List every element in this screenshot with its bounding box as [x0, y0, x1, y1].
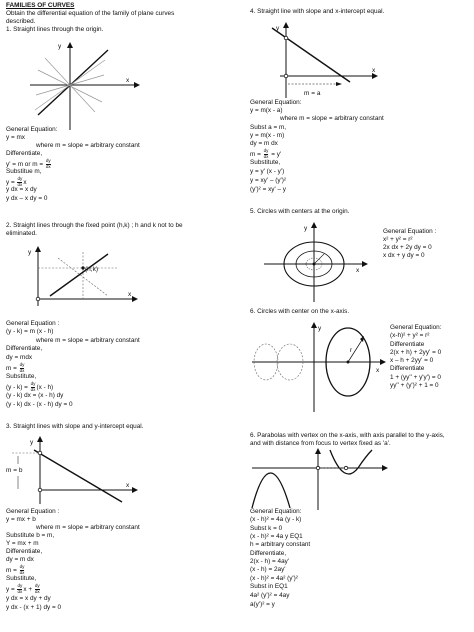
s3-eq-substituted: y = $\frac{dy}{dx}$ x + $\frac{dy}{dx}$	[6, 583, 40, 594]
s6-line: 1 + (yy'' + y'y') = 0	[390, 374, 441, 381]
s7-line: Subst k = 0	[250, 525, 283, 532]
s4-line: y = y' (x - y')	[250, 168, 285, 175]
fraction: $\frac{dy}{dx}$	[19, 362, 25, 373]
s2-eq-substituted: (y - k) = $\frac{dy}{dx}$ (x - h)	[6, 381, 54, 392]
s3-eq-slope: m = $\frac{dy}{dx}$	[6, 564, 25, 575]
s7-line: (x - h)² = 4a (y - k)	[250, 516, 302, 523]
s7-line: Subst in EQ1	[250, 583, 288, 590]
s1-graph	[30, 40, 140, 130]
fraction: $\frac{dy}{dx}$	[17, 583, 23, 594]
s6-graph	[252, 322, 386, 412]
s6-line: Differentiate	[390, 341, 425, 348]
s3-graph	[4, 434, 140, 506]
s3-line: Substitute,	[6, 575, 37, 582]
s6-x-label: x	[376, 367, 380, 374]
s2-line: Substitute,	[6, 373, 37, 380]
s2-line: dy = mdx	[6, 354, 33, 361]
s2-y-label: y	[28, 249, 32, 256]
s2-line: (y - k) = m (x - h)	[6, 328, 54, 335]
s7-line: Differentiate,	[250, 550, 287, 557]
s4-eq-slope: m = $\frac{dy}{dx}$ = y'	[250, 148, 282, 159]
s5-graph	[258, 220, 368, 302]
s7-heading-1: 6. Parabolas with vertex on the x-axis, with axis parallel to the y-axis,	[250, 432, 445, 439]
intro-line-2: described.	[6, 18, 36, 25]
s2-eq-slope: m = $\frac{dy}{dx}$	[6, 362, 25, 373]
s2-line: Differentiate,	[6, 345, 43, 352]
s4-graph	[262, 20, 382, 98]
s1-line: y dx – x dy = 0	[6, 195, 48, 202]
s6-line: yy'' + (y')² + 1 = 0	[390, 382, 439, 389]
s1-heading: 1. Straight lines through the origin.	[6, 26, 104, 33]
fraction: $\frac{dy}{dx}$	[34, 583, 40, 594]
s3-line: where m = slope = arbitrary constant	[36, 524, 140, 531]
s7-line: h = arbitrary constant	[250, 541, 311, 548]
s4-line: Subst a = m,	[250, 124, 287, 131]
s2-x-label: x	[128, 291, 132, 298]
s7-graph	[248, 448, 388, 510]
s5-x-label: x	[356, 267, 360, 274]
s7-line: (x - h)² = 4a² (y')²	[250, 575, 298, 582]
s4-line: y = xy' – (y')²	[250, 177, 286, 184]
s1-line: Substitue m,	[6, 168, 42, 175]
s1-line: where m = slope = arbitrary constant	[36, 142, 140, 149]
s3-line: y = mx + b	[6, 516, 36, 523]
s4-line: General Equation:	[250, 99, 302, 106]
s1-x-label: x	[126, 77, 130, 84]
s6-r-label: r	[350, 347, 353, 354]
s1-eq-derivative: y' = m or m = $\frac{dy}{dx}$	[6, 158, 51, 169]
fraction: $\frac{dy}{dx}$	[30, 381, 36, 392]
s5-line: x² + y² = r²	[383, 236, 413, 243]
s5-heading: 5. Circles with centers at the origin.	[250, 208, 350, 215]
s1-line: Differentiate,	[6, 150, 43, 157]
fraction: $\frac{dy}{dx}$	[45, 158, 51, 169]
s2-graph	[28, 244, 138, 314]
s7-line: a(y')² = y	[250, 601, 275, 608]
s3-line: Differentiate,	[6, 548, 43, 555]
s6-y-label: y	[318, 325, 322, 332]
s3-heading: 3. Straight lines with slope and y-intercept equal.	[6, 423, 144, 430]
s3-line: y dx = x dy + dy	[6, 595, 51, 602]
s2-heading-2: eliminated.	[6, 230, 37, 237]
s2-heading-1: 2. Straight lines through the fixed point (h,k) ; h and k not to be	[6, 222, 183, 229]
s7-line: (x - h)² = 4a y EQ1	[250, 533, 303, 540]
s4-line: dy = m dx	[250, 140, 278, 147]
s3-line: Substitute b = m,	[6, 532, 55, 539]
s7-heading-2: and with distance from focus to vertex fixed as 'a'.	[250, 440, 391, 447]
s6-heading: 6. Circles with center on the x-axis.	[250, 308, 350, 315]
s3-x-label: x	[126, 482, 130, 489]
s6-line: 2(x + h) + 2yy' = 0	[390, 349, 442, 356]
s3-line: Y = mx + m	[6, 540, 39, 547]
s4-y-label: y	[276, 25, 280, 32]
s4-line: y = m(x - a)	[250, 107, 283, 114]
s5-y-label: y	[304, 225, 308, 232]
s2-line: General Equation :	[6, 320, 60, 327]
s7-line: 4a² (y')² = 4ay	[250, 592, 290, 599]
fraction: $\frac{dy}{dx}$	[19, 564, 25, 575]
s4-line: where m = slope = arbitrary constant	[280, 115, 384, 122]
s4-heading: 4. Straight line with slope and x-intercept equal.	[250, 8, 385, 15]
s2-line: where m = slope = arbitrary constant	[36, 337, 140, 344]
s6-line: x – h + 2yy' = 0	[390, 357, 434, 364]
s7-line: General Equation:	[250, 508, 302, 515]
s7-line: (x - h) = 2ay'	[250, 566, 286, 573]
s2-line: (y - k) dx - (x - h) dy = 0	[6, 401, 73, 408]
s3-y-label: y	[30, 439, 34, 446]
page-title: FAMILIES OF CURVES	[6, 2, 75, 9]
s6-line: General Equation:	[390, 324, 442, 331]
s4-line: Substitute,	[250, 159, 281, 166]
s3-line: General Equation :	[6, 508, 60, 515]
s5-line: General Equation :	[383, 228, 437, 235]
s7-line: 2(x - h) = 4ay'	[250, 558, 290, 565]
fraction: $\frac{dy}{dx}$	[263, 148, 269, 159]
s6-line: Differentiate	[390, 365, 425, 372]
s6-line: (x-h)² + y² = r²	[390, 332, 430, 339]
s3-line: dy = m dx	[6, 556, 34, 563]
s4-ma-label: m = a	[304, 90, 321, 97]
s5-line: 2x dx + 2y dy = 0	[383, 244, 432, 251]
s5-line: x dx + y dy = 0	[383, 252, 425, 259]
s1-line: General Equation:	[6, 126, 58, 133]
s1-y-label: y	[58, 43, 62, 50]
s1-line: y dx = x dy	[6, 186, 37, 193]
s2-line: (y - k) dx = (x - h) dy	[6, 392, 64, 399]
fraction: $\frac{dy}{dx}$	[17, 176, 23, 187]
s1-line: y = mx	[6, 134, 25, 141]
s4-line: y = m(x - m)	[250, 132, 285, 139]
s4-x-label: x	[372, 67, 376, 74]
s1-eq-substituted: y = $\frac{dy}{dx}$ x	[6, 176, 27, 187]
s4-line: (y')² = xy' – y	[250, 186, 286, 193]
intro-line-1: Obtain the differential equation of the family of plane curves	[6, 10, 175, 17]
s2-point-label: (h,k)	[85, 266, 98, 273]
s3-mb-label: m = b	[6, 467, 23, 474]
s3-line: y dx - (x + 1) dy = 0	[6, 604, 62, 611]
